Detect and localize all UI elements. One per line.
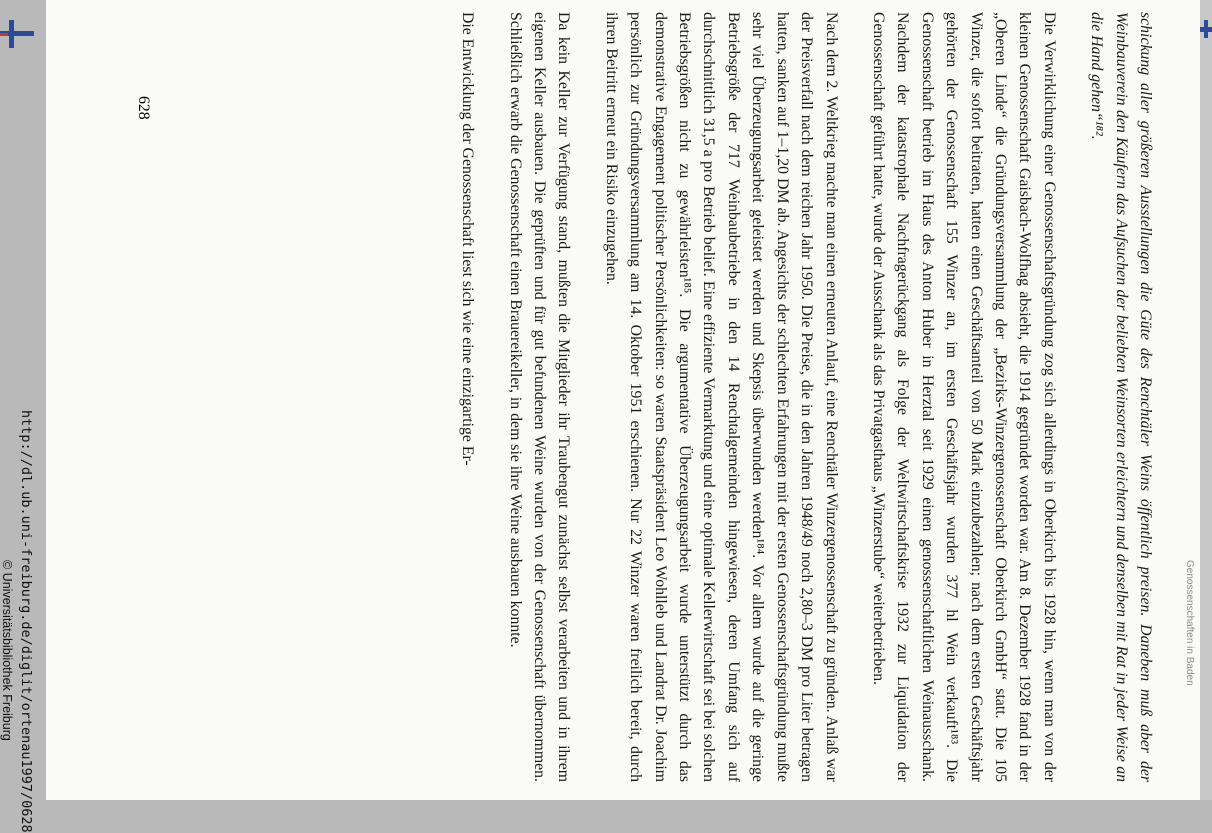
page-edge — [1200, 0, 1212, 800]
page-text-rotated — [157, 12, 1157, 782]
paragraph-founding-1928: Die Verwirklichung einer Genossenschaftsgründung zog sich allerdings in Oberkirch bis 1928 hin, wenn man von der kleinen Genossenschaft Gaisbach-Wolfhag absieht, die 1914 gegründet worden war. Am 8. Dezember 1928 fand in der „Oberen Linde“ die Gründungsversammlung der „Bezirks-Winzergenossenschaft Oberkirch GmbH“ statt. Die 105 Winzer, die sofort beitraten, hatten einen Geschäftsanteil von 50 Mark einzubezahlen; nach dem ersten Geschäftsjahr gehörten der Genossenschaft 155 Winzer an, im ersten Geschäftsjahr wurden 377 hl Wein verkauft¹⁸³. Die Genossenschaft betrieb im Haus des Anton Huber in Herztal seit 1929 einen genossenschaftlichen Weinausschank. Nachdem der katastrophale Nachfragerückgang als Folge der Weltwirtschaftskrise 1932 zur Liquidation der Genossenschaft geführt hatte, wurde der Ausschank als das Privatgasthaus „Winzerstube“ weiterbetrieben. — [869, 12, 1058, 782]
registration-mark-red — [0, 33, 8, 36]
copyright-notice: © Universitätsbibliothek Freiburg — [0, 560, 14, 741]
paragraph-cellar: Da kein Keller zur Verfügung stand, mußten die Mitglieder ihr Traubengut zunächst selbst verarbeiten und in ihrem eigenen Keller ausbauen. Die geprüften und für gut befundenen Weine wurden von der Genossenschaft übernommen. Schließlich erwarb die Genossenschaft einen Brauereikeller, in dem sie ihre Weine ausbauen konnte. — [506, 12, 573, 782]
source-url[interactable]: http://dl.ub.uni-freiburg.de/diglit/ortenau1997/0628 — [18, 410, 34, 833]
page-number: 628 — [135, 96, 152, 120]
running-header-ghost: Genossenschaften in Baden — [1184, 560, 1195, 686]
paragraph-quote: schickung aller größeren Ausstellungen die Güte des Renchtäler Weins öffentlich preisen. Daneben muß aber der Weinbauverein den Käufern das Aufsuchen der beliebten Weinsorten erleichtern und denselben mit Rat in jeder Weise an die Hand gehen“¹⁸². — [1088, 12, 1154, 782]
paragraph-postwar: Nach dem 2. Weltkrieg machte man einen erneuten Anlauf, eine Renchtäler Winzergenossenschaft zu gründen. Anlaß war der Preisverfall nach dem reichen Jahr 1950. Die Preise, die in den Jahren 1948/49 noch 2,80–3 DM pro Liter betragen hatten, sanken auf 1–1,20 DM ab. Angesichts der schlechten Erfahrungen mit der ersten Genossenschaftsgründung mußte sehr viel Überzeugungsarbeit geleistet werden und Skepsis überwunden werden¹⁸⁴. Vor allem wurde auf die geringe Betriebsgröße der 717 Weinbaubetriebe in den 14 Renchtalgemeinden hingewiesen, deren Umfang sich auf durchschnittlich 31,5 a pro Betrieb belief. Eine effiziente Vermarktung und eine optimale Kellerwirtschaft sei bei solchen Betriebsgrößen nicht zu gewährleisten¹⁸⁵. Die argumentative Überzeugungsarbeit wurde unterstützt durch das demonstrative Engagement politischer Persönlichkeiten: so waren Staatspräsident Leo Wohlleb und Landrat Dr. Joachim persönlich zur Gründungsversammlung am 14. Oktober 1951 erschienen. Nur 22 Winzer waren freilich bereit, durch ihren Beitritt erneut ein Risiko einzugehen. — [602, 12, 840, 782]
registration-mark-right-bar — [1200, 27, 1212, 32]
scanned-page — [46, 0, 1200, 800]
paragraph-development: Die Entwicklung der Genossenschaft liest sich wie eine einzigartige Er- — [459, 12, 477, 466]
